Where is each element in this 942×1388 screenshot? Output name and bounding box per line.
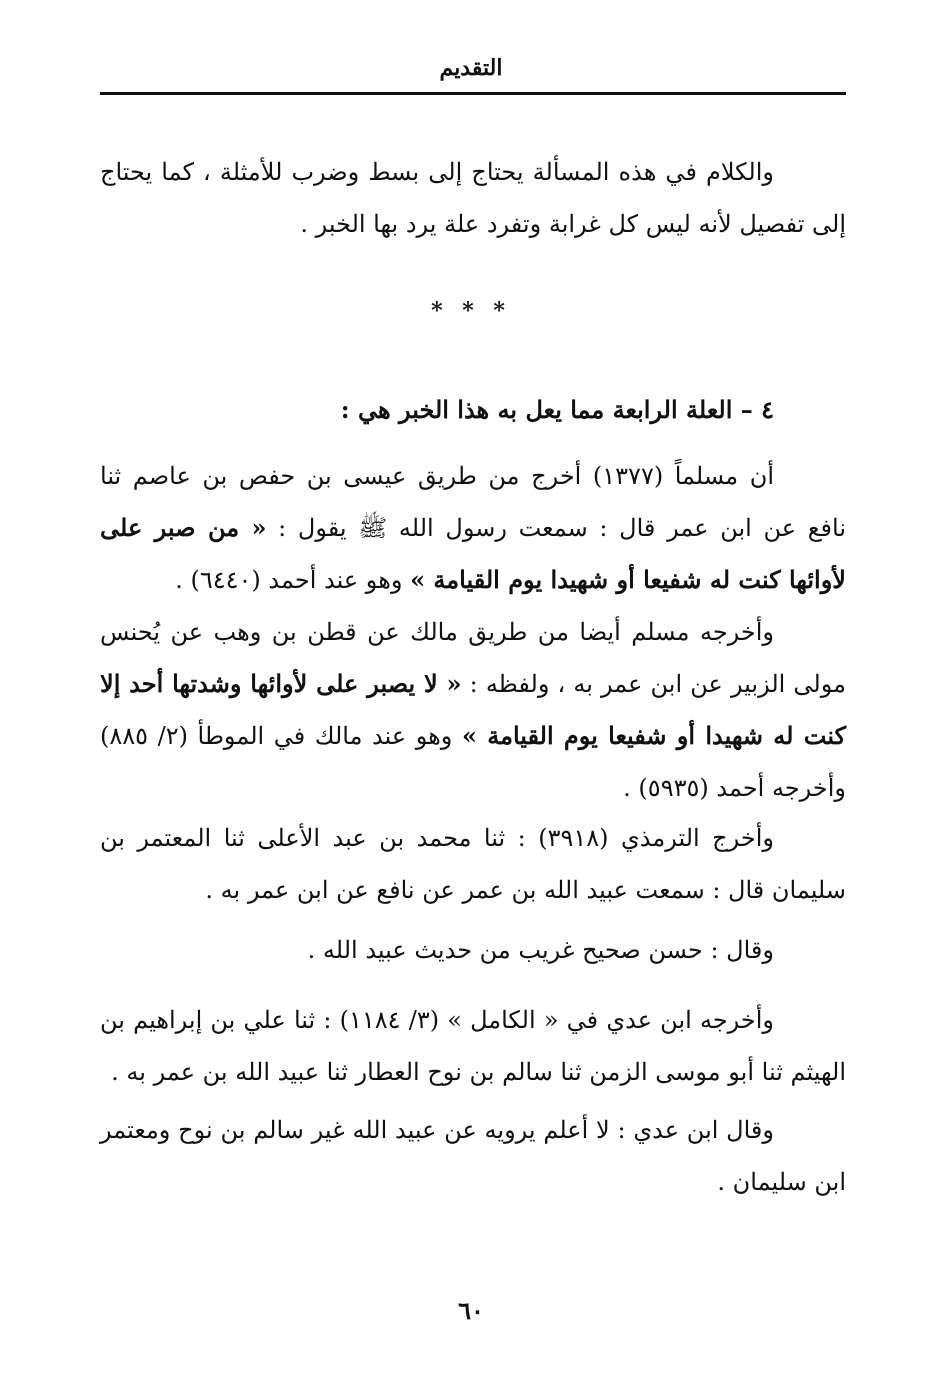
section-heading: ٤ – العلة الرابعة مما يعل به هذا الخبر هي : xyxy=(340,395,774,424)
text-run: وهو عند أحمد (٦٤٤٠) . xyxy=(175,566,411,594)
paragraph-ibn-adi: وأخرجه ابن عدي في « الكامل » (٣/ ١١٨٤) : ثنا علي بن إبراهيم بن الهيثم ثنا أبو موسى الزمن ثنا سالم بن نوح العطار ثنا عبيد الله بن عمر به . xyxy=(100,1006,846,1086)
paragraph-intro: والكلام في هذه المسألة يحتاج إلى بسط وضرب للأمثلة ، كما يحتاج إلى تفصيل لأنه ليس كل غرابة وتفرد علة يرد بها الخبر . xyxy=(100,158,846,238)
paragraph-ibn-adi-comment: وقال ابن عدي : لا أعلم يرويه عن عبيد الله غير سالم بن نوح ومعتمر ابن سليمان . xyxy=(100,1116,846,1196)
page-number: ٦٠ xyxy=(458,1296,484,1325)
text-run: وأخرجه مسلم أيضا من طريق مالك عن قطن بن وهب عن يُحنس مولى الزبير عن ابن عمر به ، ولفظه : xyxy=(100,618,846,698)
hadith-quote: « من صبر على لأوائها كنت له شفيعا أو شهيدا يوم القيامة » xyxy=(100,513,846,594)
paragraph-muslim-1377 xyxy=(100,450,846,606)
text-run: وهو عند مالك في الموطأ (٢/ ٨٨٥) وأخرجه أحمد (٥٩٣٥) . xyxy=(100,722,846,802)
section-separator: * * * xyxy=(431,298,511,324)
paragraph-muslim-malik xyxy=(100,606,846,814)
running-head-title: التقديم xyxy=(439,55,503,81)
paragraph-tirmidhi: وأخرج الترمذي (٣٩١٨) : ثنا محمد بن عبد الأعلى ثنا المعتمر بن سليمان قال : سمعت عبيد الله بن عمر عن نافع عن ابن عمر به . xyxy=(100,824,846,904)
header-rule xyxy=(100,92,846,95)
hadith-quote: « لا يصبر على لأوائها وشدتها أحد إلا كنت له شهيدا أو شفيعا يوم القيامة » xyxy=(100,669,847,750)
text-run: أن مسلماً (١٣٧٧) أخرج من طريق عيسى بن حفص بن عاصم ثنا نافع عن ابن عمر قال : سمعت رسول الله ﷺ يقول : xyxy=(100,462,847,542)
paragraph-tirmidhi-grading: وقال : حسن صحيح غريب من حديث عبيد الله . xyxy=(307,936,774,964)
